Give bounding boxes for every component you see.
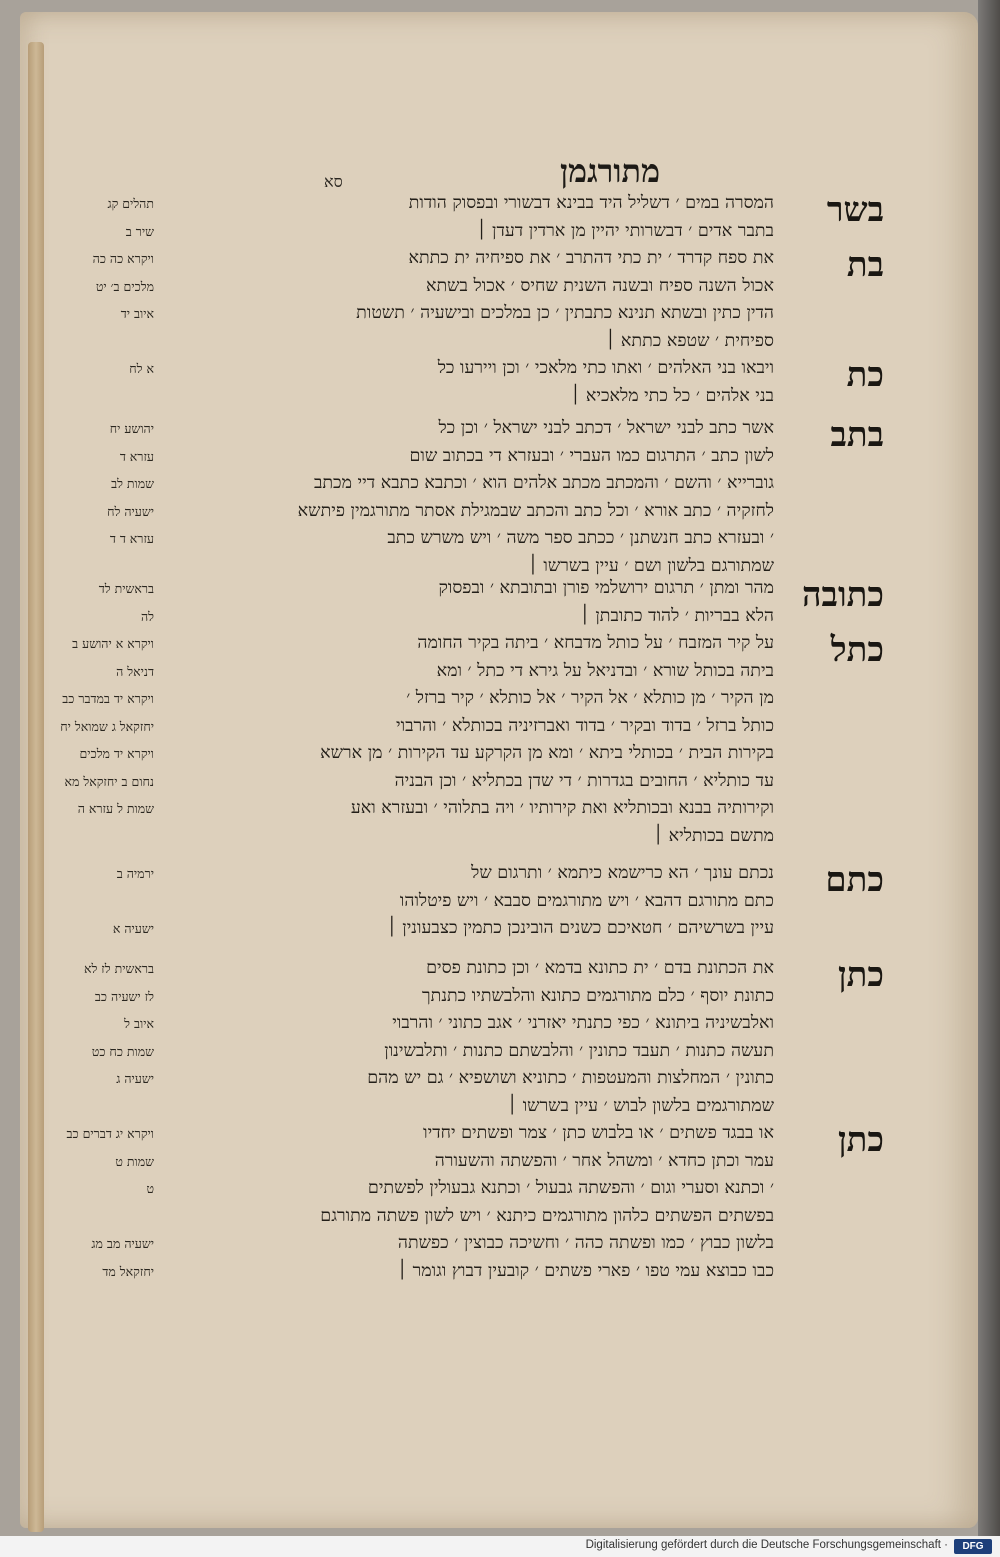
- entry-text-line: כתונת יוסף ׳ כלם מתורגמים כתונא והלבשתיו כתנתך: [422, 985, 774, 1006]
- margin-references: [0, 1120, 154, 1285]
- entry-text-line: ׳ ובעזרא כתב חנשתנן ׳ ככתב ספר משה ׳ ויש משרש כתב: [387, 528, 774, 548]
- entry-text-line: גוברייא ׳ והשם ׳ והמכתב מכתב אלהים הוא ׳ וכתבא כתבא דיי מכתב: [313, 473, 774, 493]
- entry-headword: בשר: [826, 190, 884, 230]
- entry-text-line: הלא בבריות ׳ להוד כתובתן ׀: [579, 605, 774, 626]
- entry-text-line: עד כותליא ׳ החובים בגדרות ׳ די שדן בכתליא ׳ וכן הבניה: [394, 770, 774, 791]
- margin-reference: ויקרא יד מלכים: [79, 746, 154, 761]
- entry-text-line: מתשם בכותליא ׀: [653, 825, 774, 846]
- margin-reference: ויקרא יג דברים כב: [66, 1126, 154, 1141]
- margin-reference: [0, 383, 154, 411]
- entry-body: [66, 1120, 774, 1285]
- entry-headword: בת: [846, 245, 884, 285]
- margin-reference: שמות ל עזרא ה: [77, 801, 154, 816]
- entry-text-line: תעשה כתנות ׳ תעבד כתונין ׳ והלבשתם כתנות ׳ ותלבשינון: [384, 1040, 774, 1061]
- entry-body: [129, 355, 774, 410]
- dfg-logo: DFG: [954, 1539, 992, 1554]
- entry-text-line: בלשון כבוץ ׳ כמו ופשתה כהה ׳ וחשיכה כבוצין ׳ כפשתה: [397, 1233, 774, 1253]
- margin-reference: נחום ב יחזקאל מא: [64, 773, 154, 789]
- entry-headword: בתב: [830, 415, 884, 455]
- entry-text-line: ׳ וכתנא וסערי וגום ׳ והפשתה גבעול ׳ וכתנא גבעולין לפשתים: [367, 1178, 774, 1198]
- entry-body: [112, 860, 774, 943]
- margin-reference: בראשית לז לא: [83, 961, 154, 976]
- margin-reference: [0, 1093, 154, 1121]
- margin-reference: יחזקאל מד: [102, 1263, 154, 1279]
- margin-reference: עזרא ד ד: [109, 531, 154, 546]
- entry-text-line: המסרה במים ׳ דשליל היד בבינא דבשורי ובפסוק הודות: [408, 193, 774, 213]
- entry-headword: כת: [846, 355, 884, 395]
- margin-reference: איוב ל: [124, 1016, 154, 1031]
- entry-text-line: אכול השנה ספיח ובשנה השנית שחיס ׳ אכול בשתא: [425, 275, 774, 296]
- entry-body: [83, 955, 774, 1120]
- book-spine-edge: [978, 0, 1000, 1536]
- margin-reference: דניאל ה: [116, 663, 154, 679]
- margin-reference: מלכים ב׳ יט: [95, 278, 154, 294]
- entry-body: [92, 245, 774, 355]
- entry-text-line: כתונין ׳ המחלצות והמעטפות ׳ כתוניא ושושפיא ׳ גם יש מהם: [367, 1068, 774, 1088]
- margin-reference: [0, 888, 154, 916]
- margin-reference: עזרא ד: [119, 448, 154, 464]
- entry-body: [107, 415, 774, 580]
- entry-body: [98, 575, 774, 630]
- entry-text-line: בפשתים הפשתים כלהון מתורגמים כיתנא ׳ ויש לשון פשתה מתורגם: [320, 1205, 774, 1226]
- margin-reference: ויקרא א יהושע ב: [72, 636, 154, 651]
- entry-text-line: לחזקיה ׳ כתב אורא ׳ וכל כתב והכתב שבמגילת אסתר מתורגמין פיתשא: [297, 500, 774, 521]
- entry-text-line: את ספח קדרד ׳ ית כתי דהתרב ׳ את ספיחיה ית כתתא: [408, 248, 774, 268]
- entry-text-line: על קיר המזבח ׳ על כותל מדבחא ׳ ביתה בקיר החומה: [417, 633, 774, 653]
- entry-text-line: בתבר אדים ׳ דבשרותי יהיין מן ארדין דעדן ׀: [476, 220, 774, 241]
- page-title: מתורגמן: [559, 152, 661, 190]
- margin-reference: [0, 823, 154, 851]
- margin-reference: שיר ב: [125, 223, 154, 239]
- margin-reference: א לח: [129, 361, 154, 376]
- margin-reference: ויקרא כה כה: [92, 251, 154, 266]
- entry-text-line: ספיחית ׳ שטפא כתתא ׀: [605, 330, 774, 351]
- margin-references: [0, 630, 154, 850]
- entry-text-line: עמר וכתן כחדא ׳ ומשהל אחר ׳ והפשתה והשעורה: [434, 1150, 774, 1171]
- entry-headword: כתובה: [802, 575, 884, 615]
- margin-references: [0, 190, 154, 245]
- margin-reference: יחזקאל ג שמואל יח: [60, 718, 154, 734]
- margin-references: [0, 245, 154, 355]
- margin-reference: איוב יד: [120, 306, 154, 321]
- margin-reference: שמות כח כט: [91, 1043, 154, 1059]
- entry-headword: כתן: [837, 955, 884, 995]
- margin-reference: ויקרא יד במדבר כב: [62, 691, 154, 706]
- margin-reference: [0, 328, 154, 356]
- margin-reference: ישעיה לח: [107, 503, 154, 519]
- margin-reference: ט: [146, 1181, 154, 1196]
- margin-reference: שמות לב: [111, 476, 154, 491]
- entry-text-line: כבו כבוצא עמי טפו ׳ פארי פשתים ׳ קובעין דבוץ וגומר ׀: [397, 1260, 774, 1281]
- footer-credit: Digitalisierung gefördert durch die Deutsche Forschungsgemeinschaft ·: [585, 1539, 948, 1551]
- entry-body: [107, 190, 774, 245]
- margin-reference: ישעיה מב מג: [91, 1236, 154, 1251]
- entry-text-line: מן הקיר ׳ מן כותלא ׳ אל הקיר ׳ אל כותלא ׳ קיר ברזל ׳: [406, 688, 774, 708]
- entry-text-line: עיין בשרשיהם ׳ חטאיכם כשנים הובינכן כתמין כצבעונין ׀: [386, 918, 774, 938]
- margin-reference: יהושע יח: [109, 421, 154, 436]
- margin-reference: [0, 1203, 154, 1231]
- entry-text-line: וקירותיה בבנא ובכותליא ואת קירותיו ׳ ויה בתלוהי ׳ ובעזרא ואע: [350, 798, 774, 818]
- entry-text-line: כתם מתורגם דהבא ׳ ויש מתורגמים סבבא ׳ ויש פיטלוהו: [399, 890, 774, 911]
- entry-text-line: את הכתונת בדם ׳ ית כתונא בדמא ׳ וכן כתונת פסים: [426, 958, 774, 978]
- entry-text-line: או בבגד פשתים ׳ או בלבוש כתן ׳ צמר ופשתים יחדיו: [423, 1123, 774, 1143]
- entry-text-line: ויבאו בני האלהים ׳ ואתו כתי מלאכי ׳ וכן ויירעו כל: [437, 358, 774, 378]
- entry-text-line: כותל ברזל ׳ בדוד ובקיר ׳ בדוד ואברזיניה בכותלא ׳ והרבוי: [396, 715, 774, 736]
- entry-text-line: נכתם עונך ׳ הא כרישמא כיתמא ׳ ותרגום של: [471, 863, 774, 883]
- entry-text-line: ואלבשיניה ביתונא ׳ כפי כתנתי יאזרני ׳ אגב כתוני ׳ והרבוי: [392, 1013, 774, 1033]
- entry-headword: כתל: [830, 630, 884, 670]
- margin-references: [0, 860, 154, 943]
- entry-text-line: מהר ומתן ׳ תרגום ירושלמי פורן ובתובתא ׳ ובפסוק: [438, 578, 774, 598]
- margin-reference: לז ישעיה כב: [94, 988, 154, 1004]
- entry-text-line: הדין כתין ובשתא תנינא כתבתין ׳ כן במלכים ובישעיה ׳ תשטות: [356, 303, 774, 323]
- entry-text-line: אשר כתב לבני ישראל ׳ דכתב לבני ישראל ׳ וכן כל: [438, 418, 774, 438]
- footer-bar: [0, 1536, 1000, 1557]
- entry-text-line: לשון כתב ׳ התרגום כמו העברי ׳ ובעזרא די בכתוב שום: [409, 445, 774, 466]
- entry-text-line: שמתורגם בלשון ושם ׳ עיין בשרשו ׀: [527, 555, 774, 576]
- entry-text-line: ביתה בכותל שורא ׳ ובדניאל על גירא די כתל ׳ ומא: [436, 660, 774, 681]
- margin-reference: ישעיה ג: [116, 1071, 154, 1086]
- entry-headword: כתן: [837, 1120, 884, 1160]
- entry-body: [60, 630, 774, 850]
- margin-reference: ירמיה ב: [116, 866, 154, 881]
- margin-references: [0, 955, 154, 1120]
- entry-headword: כתם: [825, 860, 884, 900]
- entry-text-line: שמתורגמים בלשון לבוש ׳ עיין בשרשו ׀: [507, 1095, 774, 1116]
- margin-reference: שמות ט: [115, 1153, 154, 1169]
- margin-reference: בראשית לד: [98, 581, 154, 596]
- margin-reference: לה: [140, 608, 154, 624]
- margin-references: [0, 355, 154, 410]
- margin-references: [0, 415, 154, 580]
- folio-number: סא: [324, 172, 343, 191]
- margin-reference: תהלים קג: [107, 196, 154, 211]
- entry-text-line: בקירות הבית ׳ בכותלי ביתא ׳ ומא מן הקרקע עד הקירות ׳ מן ארשא: [320, 743, 774, 763]
- margin-references: [0, 575, 154, 630]
- entry-text-line: בני אלהים ׳ כל כתי מלאכיא ׀: [570, 385, 774, 406]
- margin-reference: ישעיה א: [112, 921, 154, 936]
